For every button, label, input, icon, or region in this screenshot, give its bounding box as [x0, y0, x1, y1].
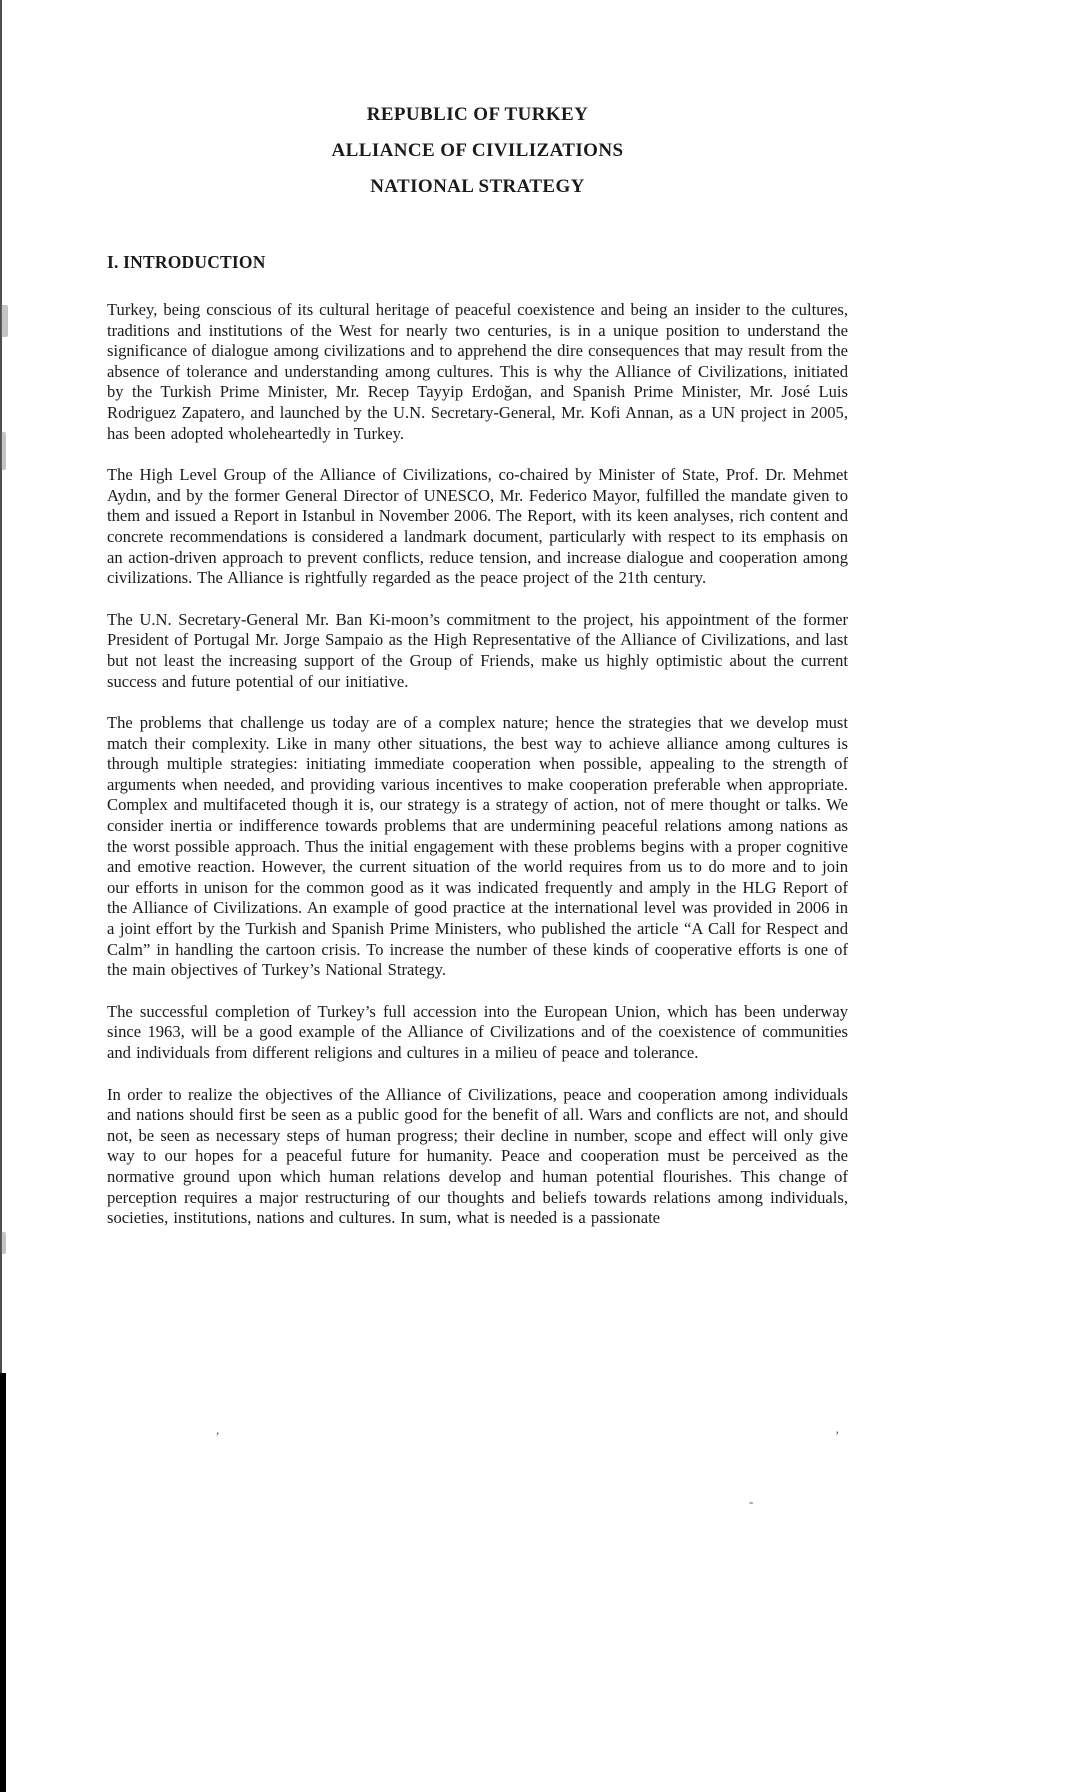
title-line-alliance-of-civilizations: ALLIANCE OF CIVILIZATIONS	[331, 140, 624, 161]
title-line-republic-of-turkey: REPUBLIC OF TURKEY	[366, 104, 589, 125]
document-content	[107, 97, 848, 1250]
paragraph-3: The U.N. Secretary-General Mr. Ban Ki-moon’s commitment to the project, his appointment of the former President of Portugal Mr. Jorge Sampaio as the High Representative of the Alliance of Civilizations, and last but not least the increasing support of the Group of Friends, make us highly optimistic about the current success and future potential of our initiative.	[107, 609, 848, 691]
scan-speck: ’	[835, 1428, 840, 1443]
section-heading-introduction: I. INTRODUCTION	[107, 252, 266, 272]
scan-speck: -	[749, 1494, 754, 1509]
document-body	[107, 300, 848, 1229]
scan-smudge	[1, 305, 8, 337]
paragraph-5: The successful completion of Turkey’s full accession into the European Union, which has been underway since 1963, will be a good example of the Alliance of Civilizations and of the coexistence of communities and individuals from different religions and cultures in a milieu of peace and tolerance.	[107, 1001, 848, 1062]
scan-smudge	[1, 1232, 6, 1254]
title-line-national-strategy: NATIONAL STRATEGY	[370, 176, 585, 197]
document-title-block	[107, 97, 848, 205]
scan-speck: ,	[216, 1422, 220, 1437]
paragraph-6: In order to realize the objectives of the Alliance of Civilizations, peace and cooperation among individuals and nations should first be seen as a public good for the benefit of all. Wars and conflicts are not, and should not, be seen as necessary steps of human progress; their decline in number, scope and effect will only give way to our hopes for a peaceful future for humanity. Peace and cooperation must be perceived as the normative ground upon which human relations develop and human potential flourishes. This change of perception requires a major restructuring of our thoughts and beliefs towards relations among individuals, societies, institutions, nations and cultures. In sum, what is needed is a passionate	[107, 1084, 848, 1228]
scan-edge-black-bar	[0, 1373, 6, 1792]
scan-smudge	[1, 432, 6, 470]
paragraph-1: Turkey, being conscious of its cultural heritage of peaceful coexistence and being an insider to the cultures, traditions and institutions of the West for nearly two centuries, is in a unique position to understand the significance of dialogue among civilizations and to apprehend the dire consequences that may result from the absence of tolerance and understanding among cultures. This is why the Alliance of Civilizations, initiated by the Turkish Prime Minister, Mr. Recep Tayyip Erdoğan, and Spanish Prime Minister, Mr. José Luis Rodriguez Zapatero, and launched by the U.N. Secretary-General, Mr. Kofi Annan, as a UN project in 2005, has been adopted wholeheartedly in Turkey.	[107, 300, 848, 443]
paragraph-4: The problems that challenge us today are of a complex nature; hence the strategies that we develop must match their complexity. Like in many other situations, the best way to achieve alliance among cultures is through multiple strategies: initiating immediate cooperation when possible, appealing to the strength of arguments when needed, and providing various incentives to make cooperation preferable when appropriate. Complex and multifaceted though it is, our strategy is a strategy of action, not of mere thought or talks. We consider inertia or indifference towards problems that are undermining peaceful relations among nations as the worst possible approach. Thus the initial engagement with these problems begins with a proper cognitive and emotive reaction. However, the current situation of the world requires from us to do more and to join our efforts in unison for the common good as it was indicated frequently and amply in the HLG Report of the Alliance of Civilizations. An example of good practice at the international level was provided in 2006 in a joint effort by the Turkish and Spanish Prime Ministers, who published the article “A Call for Respect and Calm” in handling the cartoon crisis. To increase the number of these kinds of cooperative efforts is one of the main objectives of Turkey’s National Strategy.	[107, 713, 848, 980]
paragraph-2: The High Level Group of the Alliance of Civilizations, co-chaired by Minister of State, Prof. Dr. Mehmet Aydın, and by the former General Director of UNESCO, Mr. Federico Mayor, fulfilled the mandate given to them and issued a Report in Istanbul in November 2006. The Report, with its keen analyses, rich content and concrete recommendations is considered a landmark document, particularly with respect to its emphasis on an action-driven approach to prevent conflicts, reduce tension, and increase dialogue and cooperation among civilizations. The Alliance is rightfully regarded as the peace project of the 21th century.	[107, 465, 848, 588]
